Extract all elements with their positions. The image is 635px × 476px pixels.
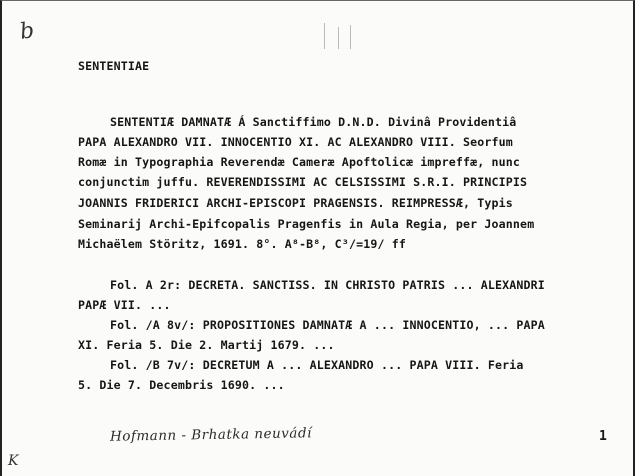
- handwritten-note: Hofmann - Brhatka neuvádí: [109, 425, 312, 445]
- contents-line: Fol. /A 8v/: PROPOSITIONES DAMNATÆ A ... INNOCENTIO, ... PAPA: [110, 318, 545, 332]
- entry-line: JOANNIS FRIDERICI ARCHI-EPISCOPI PRAGENSIS. REIMPRESSÆ, Typis: [78, 196, 513, 210]
- entry-line: SENTENTIÆ DAMNATÆ Á Sanctiffimo D.N.D. Divinâ Providentiâ: [110, 115, 517, 129]
- entry-line: Michaëlem Störitz, 1691. 8°. A⁸-B⁸, C³/=19/ ff: [78, 237, 406, 251]
- card-number: 1: [599, 429, 607, 444]
- contents-line: Fol. /B 7v/: DECRETUM A ... ALEXANDRO ... PAPA VIII. Feria: [110, 358, 524, 372]
- card-heading: SENTENTIAE: [78, 59, 150, 73]
- corner-handwritten-mark: b: [18, 18, 36, 45]
- entry-line: conjunctim juffu. REVERENDISSIMI AC CELSISSIMI S.R.I. PRINCIPIS: [78, 175, 528, 189]
- contents-line: PAPÆ VII. ...: [78, 298, 171, 312]
- contents-line: 5. Die 7. Decembris 1690. ...: [78, 378, 285, 392]
- contents-line: XI. Feria 5. Die 2. Martij 1679. ...: [78, 338, 335, 352]
- margin-handwritten-mark: K: [8, 453, 19, 469]
- contents-line: Fol. A 2r: DECRETA. SANCTISS. IN CHRISTO PATRIS ... ALEXANDRI: [110, 278, 545, 292]
- entry-line: Seminarij Archi-Epifcopalis Pragenfis in Aula Regia, per Joannem: [78, 217, 535, 231]
- faint-marks: [324, 23, 364, 53]
- entry-line: Romæ in Typographia Reverendæ Cameræ Apoftolicæ impreffæ, nunc: [78, 155, 521, 169]
- entry-line: PAPA ALEXANDRO VII. INNOCENTIO XI. AC ALEXANDRO VIII. Seorfum: [78, 135, 513, 149]
